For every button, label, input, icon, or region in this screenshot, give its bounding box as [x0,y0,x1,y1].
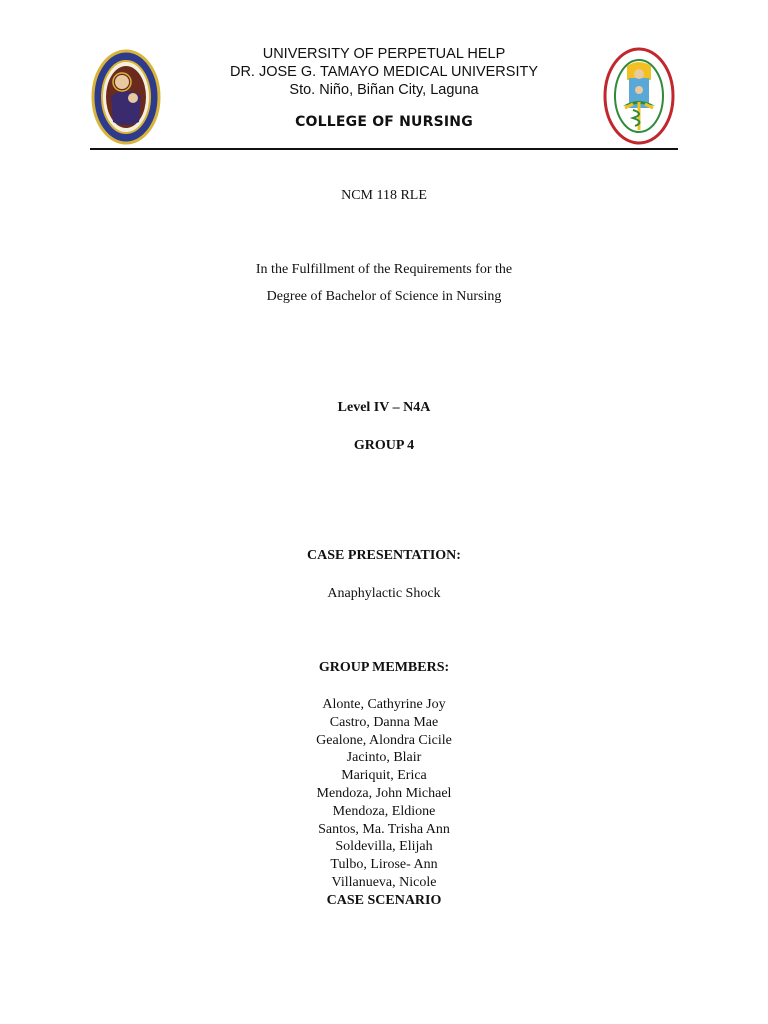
member-name: Jacinto, Blair [346,750,422,766]
college-name: COLLEGE OF NURSING [295,114,473,130]
member-name: Mendoza, John Michael [316,785,452,801]
group-members-heading: GROUP MEMBERS: [318,660,450,675]
group-members-list [0,696,768,910]
member-name: Mariquit, Erica [341,768,427,784]
fulfillment-line-1: In the Fulfillment of the Requirements for the [255,262,513,277]
member-name: Castro, Danna Mae [329,714,439,730]
medical-university-name: DR. JOSE G. TAMAYO MEDICAL UNIVERSITY [229,64,539,80]
university-address: Sto. Niño, Biñan City, Laguna [289,82,479,98]
member-name: Alonte, Cathyrine Joy [322,697,446,712]
case-title: Anaphylactic Shock [327,586,441,601]
member-name: Soldevilla, Elijah [335,839,433,855]
member-name: Villanueva, Nicole [331,874,437,890]
case-scenario-heading: CASE SCENARIO [326,892,442,908]
fulfillment-line-2: Degree of Bachelor of Science in Nursing [266,289,502,304]
group-number: GROUP 4 [353,438,415,453]
course-code: NCM 118 RLE [341,188,427,203]
university-name: UNIVERSITY OF PERPETUAL HELP [262,46,506,62]
member-name: Mendoza, Eldione [332,803,436,819]
member-name: Gealone, Alondra Cicile [316,732,452,748]
case-presentation-heading: CASE PRESENTATION: [307,548,461,563]
member-name: Santos, Ma. Trisha Ann [318,821,450,837]
member-name: Tulbo, Lirose- Ann [330,857,438,873]
header-divider [90,148,678,150]
level-section: Level IV – N4A [337,400,431,415]
